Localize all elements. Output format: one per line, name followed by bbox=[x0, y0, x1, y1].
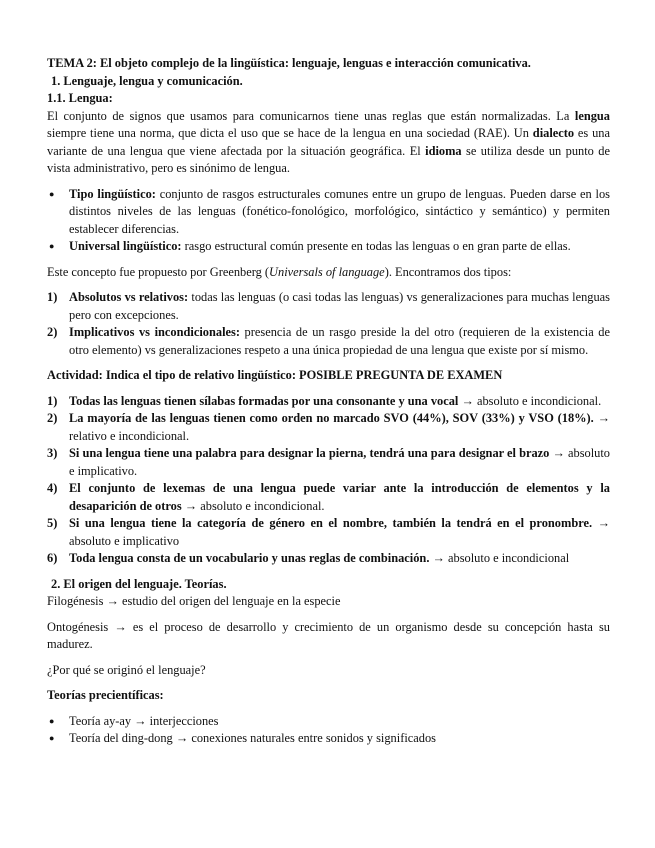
section-heading-2: 2. El origen del lenguaje. Teorías. bbox=[51, 576, 227, 591]
origin-question: ¿Por qué se originó el lenguaje? bbox=[47, 662, 206, 677]
term-idioma: idioma bbox=[425, 143, 462, 158]
document-title: TEMA 2: El objeto complejo de la lingüística: lenguaje, lenguas e interacción comunicativa. bbox=[47, 56, 531, 70]
filogenesis-line: Filogénesis → estudio del origen del lenguaje en la especie bbox=[47, 594, 341, 608]
term-dialecto: dialecto bbox=[532, 126, 575, 140]
term-lengua: lengua bbox=[574, 108, 610, 123]
paragraph-lengua: El conjunto de signos que usamos para comunicarnos tiene unas reglas que están normalizadas. La lengua siempre tiene una norma, que dicta el uso que se hace de la lengua en una sociedad (RAE). Un dialecto es una variante de una lengua que viene afectada por la situación geográfica. El idioma se utiliza desde un punto de vista administrativo, pero es sinónimo de lengua. bbox=[47, 108, 610, 175]
document-page bbox=[47, 55, 610, 748]
subsection-heading-1-1: 1.1. Lengua: bbox=[47, 91, 113, 105]
activity-item-3: 3) Si una lengua tiene una palabra para designar la pierna, tendrá una para designar el brazo → absoluto e implicativo. bbox=[47, 446, 610, 478]
theory-item-2: ● Teoría del ding-dong → conexiones naturales entre sonidos y significados bbox=[47, 730, 610, 748]
section-heading-1: 1. Lenguaje, lengua y comunicación. bbox=[51, 73, 243, 88]
activity-item-5: 5) Si una lengua tiene la categoría de género en el nombre, también la tendrá en el pronombre. → absoluto e implicativo bbox=[47, 516, 611, 548]
theory-item-1: ● Teoría ay-ay → interjecciones bbox=[47, 713, 610, 731]
bullet-universal-linguistico: ● Universal lingüístico: rasgo estructural común presente en todas las lenguas o en gran parte de ellas. bbox=[47, 238, 610, 256]
bullet-tipo-linguistico: ● Tipo lingüístico: conjunto de rasgos estructurales comunes entre un grupo de lenguas. Pueden darse en los distintos niveles de las lenguas (fonético-fonológico, morfológico, sintáctico y semántico) y permiten establecer diferencias. bbox=[47, 186, 610, 239]
activity-item-2: 2) La mayoría de las lenguas tienen como orden no marcado SVO (44%), SOV (33%) y VSO (18%). → relativo e incondicional. bbox=[47, 411, 610, 443]
activity-title: Actividad: Indica el tipo de relativo lingüístico: POSIBLE PREGUNTA DE EXAMEN bbox=[47, 368, 503, 382]
ontogenesis-line: Ontogénesis → es el proceso de desarrollo y crecimiento de un organismo desde su concepción hasta su madurez. bbox=[47, 619, 610, 651]
theories-title: Teorías precientíficas: bbox=[47, 688, 164, 702]
activity-item-1: 1) Todas las lenguas tienen sílabas formadas por una consonante y una vocal → absoluto e incondicional. bbox=[47, 393, 602, 408]
paragraph-greenberg: Este concepto fue propuesto por Greenberg (Universals of language). Encontramos dos tipos: bbox=[47, 264, 512, 279]
activity-item-6: 6) Toda lengua consta de un vocabulario y unas reglas de combinación. → absoluto e incondicional bbox=[47, 551, 570, 565]
type-item-2: 2) Implicativos vs incondicionales: presencia de un rasgo preside la del otro (requieren de la existencia de otro elemento) vs generalizaciones respeto a una única propiedad de una lengua que existe por sí mismo. bbox=[47, 325, 610, 357]
type-item-1: 1) Absolutos vs relativos: todas las lenguas (o casi todas las lenguas) vs generalizaciones para muchas lenguas pero con excepciones. bbox=[47, 290, 610, 322]
activity-item-4: 4) El conjunto de lexemas de una lengua puede variar ante la introducción de elementos y la desaparición de otros → absoluto e incondicional. bbox=[47, 481, 610, 513]
work-title: Universals of language bbox=[269, 264, 385, 279]
